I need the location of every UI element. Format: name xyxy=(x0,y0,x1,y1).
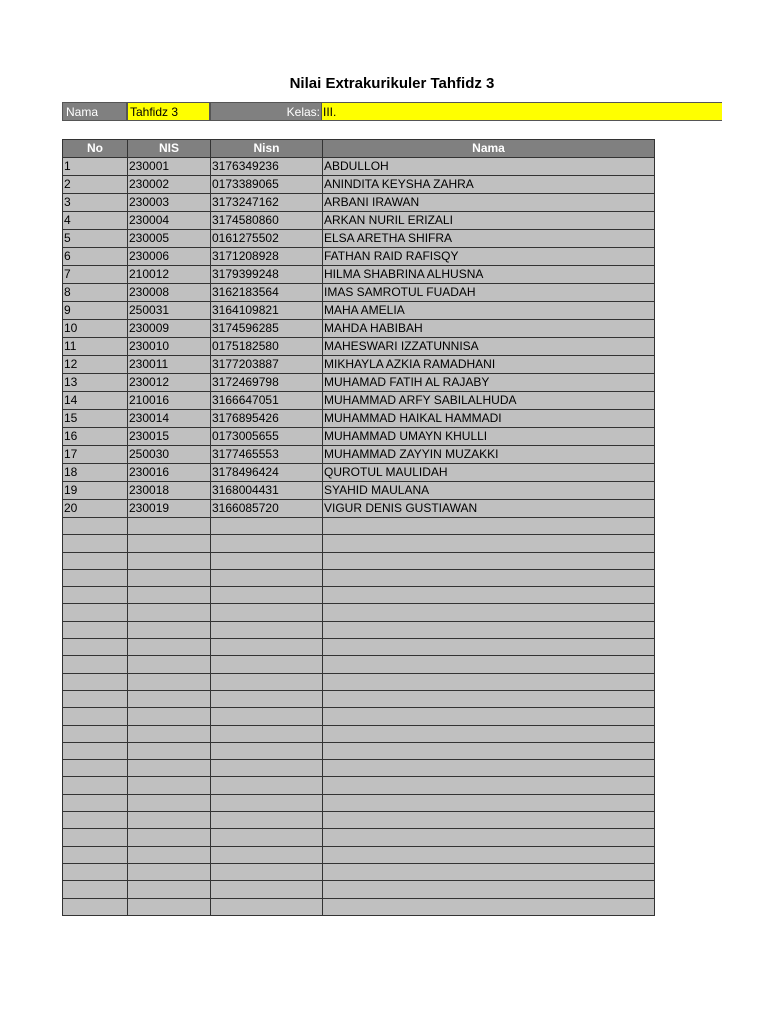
cell-no[interactable]: 17 xyxy=(63,446,128,464)
cell-nama[interactable]: HILMA SHABRINA ALHUSNA xyxy=(323,266,655,284)
cell-no[interactable]: 20 xyxy=(63,500,128,518)
cell-nisn[interactable] xyxy=(211,846,323,863)
cell-no[interactable] xyxy=(63,898,128,915)
cell-nama[interactable]: MIKHAYLA AZKIA RAMADHANI xyxy=(323,356,655,374)
table-row xyxy=(63,446,655,464)
cell-nisn[interactable] xyxy=(211,604,323,621)
cell-nisn[interactable]: 3177465553 xyxy=(211,446,323,464)
cell-nisn[interactable] xyxy=(211,898,323,915)
table-row-empty xyxy=(63,569,655,586)
cell-nis[interactable] xyxy=(128,794,211,811)
header-nis[interactable]: NIS xyxy=(128,140,211,158)
table-row xyxy=(63,428,655,446)
cell-no[interactable]: 12 xyxy=(63,356,128,374)
cell-nama[interactable]: MUHAMMAD HAIKAL HAMMADI xyxy=(323,410,655,428)
cell-no[interactable]: 16 xyxy=(63,428,128,446)
cell-nisn[interactable] xyxy=(211,881,323,898)
cell-no[interactable] xyxy=(63,621,128,638)
header-nama[interactable]: Nama xyxy=(323,140,655,158)
cell-nama[interactable] xyxy=(323,898,655,915)
cell-no[interactable] xyxy=(63,760,128,777)
cell-nama[interactable]: SYAHID MAULANA xyxy=(323,482,655,500)
cell-no[interactable] xyxy=(63,535,128,552)
cell-nama[interactable]: QUROTUL MAULIDAH xyxy=(323,464,655,482)
cell-nisn[interactable]: 3178496424 xyxy=(211,464,323,482)
cell-no[interactable]: 8 xyxy=(63,284,128,302)
table-row xyxy=(63,320,655,338)
cell-nama[interactable]: MAHA AMELIA xyxy=(323,302,655,320)
cell-nis[interactable] xyxy=(128,898,211,915)
table-row xyxy=(63,194,655,212)
cell-nis[interactable] xyxy=(128,604,211,621)
cell-nis[interactable] xyxy=(128,725,211,742)
cell-nis[interactable] xyxy=(128,569,211,586)
cell-nama[interactable] xyxy=(323,777,655,794)
cell-no[interactable]: 3 xyxy=(63,194,128,212)
cell-nama[interactable]: MUHAMMAD ZAYYIN MUZAKKI xyxy=(323,446,655,464)
cell-nama[interactable]: MUHAMAD FATIH AL RAJABY xyxy=(323,374,655,392)
table-row xyxy=(63,338,655,356)
cell-nis[interactable] xyxy=(128,535,211,552)
table-row-empty xyxy=(63,760,655,777)
cell-nis[interactable]: 230019 xyxy=(128,500,211,518)
cell-nama[interactable] xyxy=(323,673,655,690)
table-row xyxy=(63,374,655,392)
cell-nama[interactable] xyxy=(323,604,655,621)
header-nisn[interactable]: Nisn xyxy=(211,140,323,158)
table-row xyxy=(63,464,655,482)
cell-nis[interactable] xyxy=(128,552,211,569)
cell-nama[interactable]: ARBANI IRAWAN xyxy=(323,194,655,212)
cell-nisn[interactable]: 3179399248 xyxy=(211,266,323,284)
cell-nisn[interactable] xyxy=(211,518,323,535)
cell-nis[interactable]: 230005 xyxy=(128,230,211,248)
cell-nama[interactable] xyxy=(323,846,655,863)
cell-no[interactable] xyxy=(63,881,128,898)
cell-nisn[interactable] xyxy=(211,742,323,759)
cell-nama[interactable] xyxy=(323,863,655,880)
table-row-empty xyxy=(63,708,655,725)
cell-no[interactable] xyxy=(63,587,128,604)
cell-nisn[interactable]: 3177203887 xyxy=(211,356,323,374)
cell-nis[interactable]: 250031 xyxy=(128,302,211,320)
table-row-empty xyxy=(63,690,655,707)
table-row xyxy=(63,410,655,428)
table-row-empty xyxy=(63,535,655,552)
table-row xyxy=(63,302,655,320)
cell-nisn[interactable] xyxy=(211,587,323,604)
cell-nis[interactable]: 230001 xyxy=(128,158,211,176)
cell-nama[interactable]: FATHAN RAID RAFISQY xyxy=(323,248,655,266)
cell-nis[interactable] xyxy=(128,846,211,863)
cell-nisn[interactable] xyxy=(211,708,323,725)
cell-no[interactable] xyxy=(63,777,128,794)
cell-no[interactable]: 7 xyxy=(63,266,128,284)
table-row-empty xyxy=(63,742,655,759)
table-row xyxy=(63,482,655,500)
cell-nama[interactable]: MAHDA HABIBAH xyxy=(323,320,655,338)
cell-no[interactable]: 11 xyxy=(63,338,128,356)
student-table xyxy=(62,139,655,916)
cell-no[interactable]: 18 xyxy=(63,464,128,482)
table-row-empty xyxy=(63,846,655,863)
table-row-empty xyxy=(63,604,655,621)
cell-nis[interactable]: 230010 xyxy=(128,338,211,356)
table-row xyxy=(63,230,655,248)
cell-no[interactable]: 4 xyxy=(63,212,128,230)
cell-nama[interactable] xyxy=(323,829,655,846)
table-row-empty xyxy=(63,812,655,829)
cell-nisn[interactable] xyxy=(211,569,323,586)
table-row xyxy=(63,500,655,518)
cell-no[interactable] xyxy=(63,829,128,846)
cell-nama[interactable] xyxy=(323,881,655,898)
cell-nisn[interactable] xyxy=(211,621,323,638)
cell-nisn[interactable] xyxy=(211,863,323,880)
cell-nama[interactable] xyxy=(323,794,655,811)
cell-no[interactable] xyxy=(63,518,128,535)
cell-nama[interactable] xyxy=(323,552,655,569)
cell-nis[interactable] xyxy=(128,777,211,794)
cell-nisn[interactable]: 3162183564 xyxy=(211,284,323,302)
cell-nama[interactable]: MAHESWARI IZZATUNNISA xyxy=(323,338,655,356)
cell-nis[interactable] xyxy=(128,673,211,690)
cell-nama[interactable]: IMAS SAMROTUL FUADAH xyxy=(323,284,655,302)
cell-no[interactable] xyxy=(63,846,128,863)
cell-nisn[interactable]: 3164109821 xyxy=(211,302,323,320)
cell-nis[interactable] xyxy=(128,708,211,725)
table-row xyxy=(63,212,655,230)
table-row xyxy=(63,284,655,302)
cell-nama[interactable] xyxy=(323,690,655,707)
table-row xyxy=(63,266,655,284)
table-row-empty xyxy=(63,725,655,742)
cell-nis[interactable] xyxy=(128,621,211,638)
nama-value-cell[interactable]: Tahfidz 3 xyxy=(127,102,210,121)
cell-no[interactable]: 5 xyxy=(63,230,128,248)
cell-nis[interactable]: 250030 xyxy=(128,446,211,464)
cell-nis[interactable] xyxy=(128,881,211,898)
cell-no[interactable]: 13 xyxy=(63,374,128,392)
cell-nis[interactable] xyxy=(128,639,211,656)
cell-nisn[interactable]: 0173005655 xyxy=(211,428,323,446)
cell-nama[interactable] xyxy=(323,656,655,673)
table-row-empty xyxy=(63,898,655,915)
cell-nis[interactable] xyxy=(128,690,211,707)
cell-nisn[interactable] xyxy=(211,690,323,707)
cell-nama[interactable] xyxy=(323,621,655,638)
table-row-empty xyxy=(63,794,655,811)
cell-nis[interactable]: 230008 xyxy=(128,284,211,302)
cell-no[interactable] xyxy=(63,690,128,707)
cell-no[interactable]: 14 xyxy=(63,392,128,410)
cell-nisn[interactable] xyxy=(211,725,323,742)
cell-nisn[interactable]: 3174596285 xyxy=(211,320,323,338)
cell-nama[interactable] xyxy=(323,760,655,777)
cell-nis[interactable]: 230015 xyxy=(128,428,211,446)
cell-nama[interactable]: MUHAMMAD UMAYN KHULLI xyxy=(323,428,655,446)
cell-nama[interactable] xyxy=(323,518,655,535)
cell-no[interactable]: 2 xyxy=(63,176,128,194)
cell-nis[interactable] xyxy=(128,656,211,673)
nama-label: Nama xyxy=(62,102,127,121)
cell-nis[interactable]: 210016 xyxy=(128,392,211,410)
cell-nis[interactable]: 230004 xyxy=(128,212,211,230)
table-row-empty xyxy=(63,863,655,880)
cell-nis[interactable] xyxy=(128,587,211,604)
table-row xyxy=(63,392,655,410)
cell-no[interactable] xyxy=(63,812,128,829)
table-row xyxy=(63,176,655,194)
table-row-empty xyxy=(63,777,655,794)
header-no[interactable]: No xyxy=(63,140,128,158)
cell-no[interactable] xyxy=(63,569,128,586)
table-row xyxy=(63,248,655,266)
cell-nisn[interactable] xyxy=(211,760,323,777)
cell-no[interactable] xyxy=(63,863,128,880)
cell-nisn[interactable]: 3171208928 xyxy=(211,248,323,266)
cell-nama[interactable] xyxy=(323,587,655,604)
cell-no[interactable] xyxy=(63,639,128,656)
cell-nisn[interactable] xyxy=(211,656,323,673)
cell-nisn[interactable]: 3173247162 xyxy=(211,194,323,212)
cell-no[interactable]: 9 xyxy=(63,302,128,320)
cell-nis[interactable]: 230016 xyxy=(128,464,211,482)
table-row-empty xyxy=(63,621,655,638)
cell-no[interactable] xyxy=(63,656,128,673)
cell-nis[interactable]: 230011 xyxy=(128,356,211,374)
cell-nama[interactable] xyxy=(323,708,655,725)
cell-nama[interactable]: ARKAN NURIL ERIZALI xyxy=(323,212,655,230)
cell-nisn[interactable]: 3166085720 xyxy=(211,500,323,518)
cell-no[interactable]: 19 xyxy=(63,482,128,500)
cell-nis[interactable] xyxy=(128,760,211,777)
table-row-empty xyxy=(63,673,655,690)
cell-no[interactable]: 1 xyxy=(63,158,128,176)
cell-nis[interactable]: 230002 xyxy=(128,176,211,194)
cell-nama[interactable] xyxy=(323,742,655,759)
cell-nisn[interactable]: 3174580860 xyxy=(211,212,323,230)
cell-nama[interactable] xyxy=(323,639,655,656)
cell-no[interactable] xyxy=(63,708,128,725)
table-row xyxy=(63,356,655,374)
cell-nama[interactable] xyxy=(323,812,655,829)
cell-nis[interactable]: 230018 xyxy=(128,482,211,500)
cell-nis[interactable]: 230014 xyxy=(128,410,211,428)
cell-nisn[interactable] xyxy=(211,639,323,656)
cell-no[interactable] xyxy=(63,794,128,811)
cell-nis[interactable]: 230006 xyxy=(128,248,211,266)
cell-nisn[interactable]: 0175182580 xyxy=(211,338,323,356)
cell-nisn[interactable] xyxy=(211,535,323,552)
cell-nisn[interactable] xyxy=(211,673,323,690)
cell-no[interactable]: 15 xyxy=(63,410,128,428)
cell-nisn[interactable]: 3176895426 xyxy=(211,410,323,428)
cell-nis[interactable]: 230012 xyxy=(128,374,211,392)
cell-nisn[interactable] xyxy=(211,552,323,569)
table-row-empty xyxy=(63,656,655,673)
cell-no[interactable] xyxy=(63,673,128,690)
table-row-empty xyxy=(63,552,655,569)
cell-nisn[interactable] xyxy=(211,812,323,829)
cell-nis[interactable]: 230009 xyxy=(128,320,211,338)
cell-nama[interactable]: ANINDITA KEYSHA ZAHRA xyxy=(323,176,655,194)
cell-nama[interactable]: ABDULLOH xyxy=(323,158,655,176)
cell-nama[interactable]: MUHAMMAD ARFY SABILALHUDA xyxy=(323,392,655,410)
cell-nisn[interactable]: 3172469798 xyxy=(211,374,323,392)
cell-nis[interactable] xyxy=(128,518,211,535)
page-title: Nilai Extrakurikuler Tahfidz 3 xyxy=(289,75,495,92)
cell-nisn[interactable]: 0161275502 xyxy=(211,230,323,248)
cell-nis[interactable]: 210012 xyxy=(128,266,211,284)
cell-no[interactable] xyxy=(63,742,128,759)
cell-nis[interactable] xyxy=(128,742,211,759)
cell-no[interactable]: 10 xyxy=(63,320,128,338)
cell-nis[interactable] xyxy=(128,829,211,846)
cell-nisn[interactable]: 3168004431 xyxy=(211,482,323,500)
cell-no[interactable] xyxy=(63,604,128,621)
cell-nis[interactable] xyxy=(128,863,211,880)
cell-no[interactable] xyxy=(63,552,128,569)
table-header-row xyxy=(63,140,655,158)
cell-nis[interactable]: 230003 xyxy=(128,194,211,212)
cell-no[interactable]: 6 xyxy=(63,248,128,266)
table-row-empty xyxy=(63,829,655,846)
table-row-empty xyxy=(63,881,655,898)
cell-no[interactable] xyxy=(63,725,128,742)
cell-nama[interactable]: VIGUR DENIS GUSTIAWAN xyxy=(323,500,655,518)
kelas-label: Kelas: xyxy=(210,102,322,121)
table-row-empty xyxy=(63,639,655,656)
table-row-empty xyxy=(63,518,655,535)
kelas-value-cell[interactable]: III. xyxy=(322,102,722,121)
cell-nisn[interactable] xyxy=(211,777,323,794)
cell-nisn[interactable]: 3176349236 xyxy=(211,158,323,176)
cell-nisn[interactable] xyxy=(211,794,323,811)
cell-nisn[interactable]: 3166647051 xyxy=(211,392,323,410)
cell-nama[interactable] xyxy=(323,725,655,742)
table-row-empty xyxy=(63,587,655,604)
cell-nisn[interactable]: 0173389065 xyxy=(211,176,323,194)
table-row xyxy=(63,158,655,176)
cell-nis[interactable] xyxy=(128,812,211,829)
cell-nama[interactable]: ELSA ARETHA SHIFRA xyxy=(323,230,655,248)
cell-nama[interactable] xyxy=(323,569,655,586)
cell-nama[interactable] xyxy=(323,535,655,552)
cell-nisn[interactable] xyxy=(211,829,323,846)
